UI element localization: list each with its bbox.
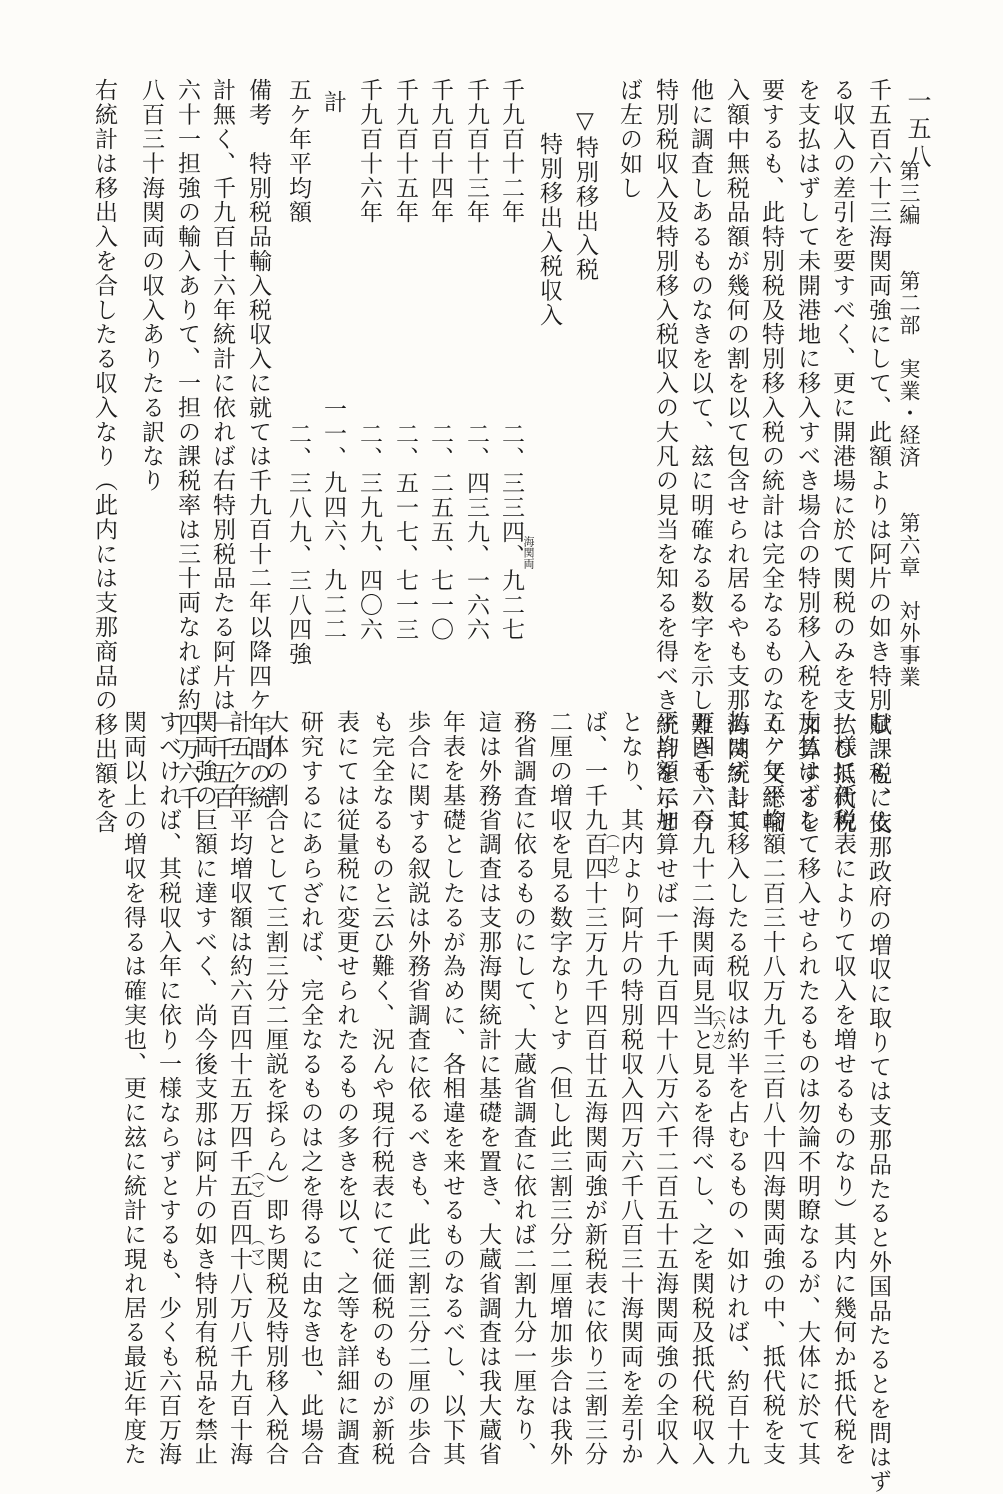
table-row-year: 千九百十六年	[356, 78, 382, 225]
running-header	[898, 160, 919, 688]
text-column: 支払はずして移入せられたるものは勿論不明瞭なるが、大体に於て其	[794, 710, 820, 1467]
note-column: 計無く、千九百十六年統計に依れば右特別税品たる阿片は一千五百	[209, 78, 235, 810]
text-column: 務省調査に依るものにして、大蔵省調査に依れば二割九分一厘なり、	[510, 710, 536, 1467]
text-column: 年表を基礎としたるが為めに、各相違を来せるものなるべし、以下其	[439, 710, 465, 1467]
text-column: 歩合に関する叙説は外務省調査に依るべきも、此三割三分二厘の歩合	[404, 710, 430, 1467]
header-section: 実業・経済	[897, 358, 921, 468]
note-column: 六十一担強の輸入ありて、一担の課税率は三十両なれば約四万六千	[174, 78, 200, 810]
table-row-year: 千九百十五年	[392, 78, 418, 225]
editorial-annotation: （一カ）	[604, 826, 620, 882]
table-row-value: 二、三九九、四〇六	[356, 422, 382, 642]
text-column: 一様に新税表によりて収入を増せるものなり）其内に幾何か抵代税を	[830, 710, 856, 1467]
text-column: 計五ケ年平均増収額は約六百四十五万四千五百四十八万八千九百十海	[226, 710, 252, 1467]
text-column: 大体の割合として三割三分二厘説を採らん）即ち関税及特別移入税合	[262, 710, 288, 1467]
table-row-value: 二、四三九、一六六	[463, 422, 489, 642]
text-column: 入額中無税品額が幾何の割を以て包含せられ居るやも支那海関統計其	[723, 78, 749, 835]
note-column: 八百三十海関両の収入ありたる訳なり	[138, 78, 164, 493]
text-column: 研究するにあらざれば、完全なるものは之を得るに由なき也、此場合	[297, 710, 323, 1467]
table-heading: ▽特別移出入税	[572, 108, 598, 282]
note-column: 右統計は移出入を合したる収入なり（此内には支那商品の移出額を含	[91, 78, 117, 835]
table-row-value: 二、五一七、七一三	[392, 422, 418, 642]
table-average-label: 五ケ年平均額	[285, 78, 311, 225]
note-column: 備考 特別税品輸入税収入に就ては千九百十二年以降四ケ年間の統	[245, 78, 271, 810]
text-column: 他に調査しあるものなきを以て、玆に明確なる数字を示し難きも、今	[687, 78, 713, 835]
table-unit: 海関両	[522, 536, 535, 569]
text-column: も完全なるものと云ひ難く、況んや現行税表にて従価税のものが新税	[368, 710, 394, 1467]
text-column: 表にては従量税に変更せられたるもの多きを以て、之等を詳細に調査	[333, 710, 359, 1467]
header-chapter: 第六章	[897, 512, 921, 578]
table-row-year: 千九百十二年	[498, 78, 524, 225]
text-column: 要するも、此特別税及特別移入税の統計は完全なるものなく、又総輸	[758, 78, 784, 835]
table-total-value: 一一、九四六、九二二	[320, 397, 346, 641]
table-row-year: 千九百十三年	[463, 78, 489, 225]
table-row-value: 二、二五五、七一〇	[427, 422, 453, 642]
text-column: 万四千六百九十二海関両見当と見るを得べし、之を関税及抵代税収入	[688, 710, 714, 1467]
text-column: 二厘の増収を見る数字なりとす（但し此三割三分二厘増加歩合は我外	[546, 710, 572, 1467]
page-number: 一五八	[903, 88, 931, 172]
text-column: 這は外務省調査は支那海関統計に基礎を置き、大蔵省調査は我大蔵省	[475, 710, 501, 1467]
text-column: となり、其内より阿片の特別税収入四万六千八百三十海関両を差引か	[617, 710, 643, 1467]
table-total-label: 計	[320, 90, 346, 115]
text-column: 関両強の巨額に達すべく、尚今後支那は阿片の如き特別有税品を禁止	[191, 710, 217, 1467]
text-column: 千五百六十三海関両強にして、此額よりは阿片の如き特別賦課税に依	[865, 78, 891, 835]
text-column: 払はずして移入したる税収は約半を占むるもの丶如ければ、約百十九	[723, 710, 749, 1467]
text-column: ば、一千九百四十三万九千四百廿五海関両強が新税表に依り三割三分	[581, 710, 607, 1467]
text-column: すべければ、其税収入年に依り一様ならずとするも、少くも六百万海	[155, 710, 181, 1467]
text-column: 関両以上の増収を得るは確実也、更に玆に統計に現れ居る最近年度た	[120, 710, 146, 1467]
table-row-year: 千九百十四年	[427, 78, 453, 225]
table-average-value: 二、三八九、三八四強	[285, 422, 311, 666]
editorial-annotation: （六カ）	[710, 1002, 726, 1058]
editorial-annotation: （マ）	[249, 1232, 265, 1274]
table-row-value: 二、三三四、九二七	[498, 422, 524, 642]
table-subheading: 特別移出入税収入	[536, 132, 562, 328]
header-part: 第三編	[897, 160, 921, 226]
text-column: 五ケ年平均額二百三十八万九千三百八十四海関両強の中、抵代税を支	[759, 710, 785, 1467]
editorial-annotation: （マ）	[249, 1164, 265, 1206]
text-column: る収入の差引を要すべく、更に開港場に於て関税のみを支払ひ抵代税	[829, 78, 855, 835]
header-division: 第二部	[897, 270, 921, 336]
header-chapter-title: 対外事業	[897, 600, 921, 688]
text-column: 平均額に加算せば一千九百四十八万六千二百五十五海関両強の全収入	[652, 710, 678, 1467]
text-column: ば左の如し	[616, 78, 642, 200]
text-column: 特別税収入及特別移入税収入の大凡の見当を知るを得べき統計を示せ	[652, 78, 678, 835]
text-column: む も、支那政府の増収に取りては支那品たると外国品たるとを問はず	[865, 710, 891, 1494]
text-column: を支払はずして未開港地に移入すべき場合の特別移入税を加算するを	[794, 78, 820, 835]
